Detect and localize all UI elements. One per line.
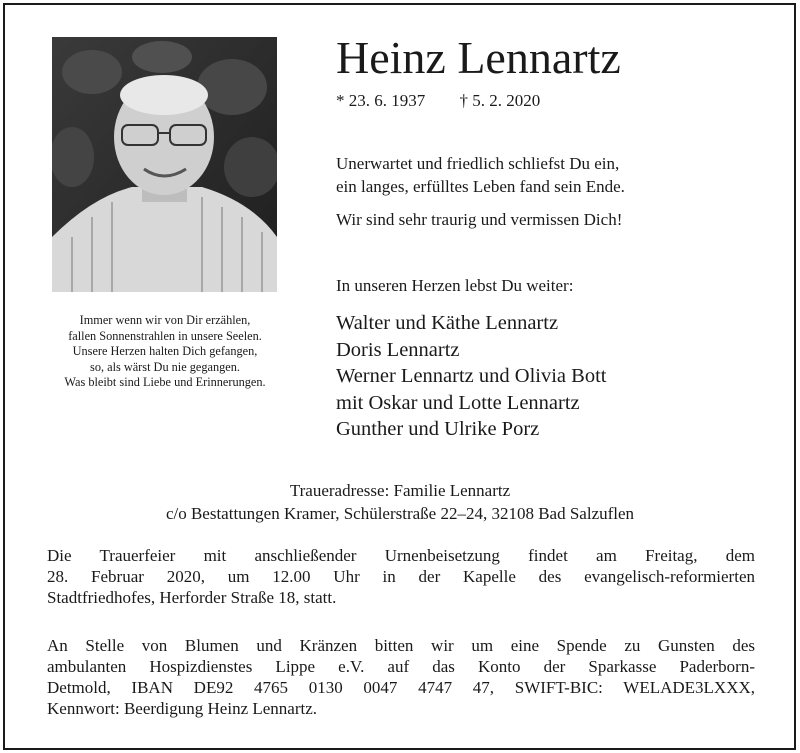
life-dates	[336, 90, 540, 112]
ceremony-line: Stadtfriedhofes, Herforder Straße 18, statt.	[47, 588, 337, 607]
poem-line: Unsere Herzen halten Dich gefangen,	[72, 344, 258, 358]
family-intro: In unseren Herzen lebst Du weiter:	[336, 276, 574, 295]
poem-line: so, als wärst Du nie gegangen.	[90, 359, 240, 374]
donation-paragraph	[47, 635, 755, 719]
ceremony-paragraph	[47, 545, 755, 608]
ceremony-line: 28. Februar 2020, um 12.00 Uhr in der Kapelle des evangelisch-reformierten	[47, 567, 755, 586]
family-member: Gunther und Ulrike Porz	[336, 418, 540, 440]
family-member: Werner Lennartz und Olivia Bott	[336, 365, 607, 387]
portrait-illustration	[52, 37, 277, 292]
verse-line: ein langes, erfülltes Leben fand sein Ende.	[336, 177, 625, 196]
poem-line: Immer wenn wir von Dir erzählen,	[79, 313, 251, 327]
donation-line: An Stelle von Blumen und Kränzen bitten wir um eine Spende zu Gunsten des	[47, 636, 755, 655]
verse-line: Wir sind sehr traurig und vermissen Dich!	[336, 210, 623, 229]
ceremony-line: Die Trauerfeier mit anschließender Urnenbeisetzung findet am Freitag, dem	[47, 546, 755, 565]
family-list	[336, 310, 606, 443]
poem-line: Was bleibt sind Liebe und Erinnerungen.	[64, 375, 266, 389]
mourning-address-line: Traueradresse: Familie Lennartz	[289, 481, 511, 500]
mourning-address-line: c/o Bestattungen Kramer, Schülerstraße 22–24, 32108 Bad Salzuflen	[165, 504, 635, 523]
verse-line: Unerwartet und friedlich schliefst Du ein,	[336, 154, 620, 173]
poem-line: fallen Sonnenstrahlen in unsere Seelen.	[68, 328, 262, 343]
death-date: † 5. 2. 2020	[459, 91, 541, 110]
birth-date: * 23. 6. 1937	[336, 91, 426, 110]
donation-line: Kennwort: Beerdigung Heinz Lennartz.	[47, 699, 318, 718]
family-member: Doris Lennartz	[336, 338, 460, 361]
memorial-poem	[40, 313, 290, 391]
donation-line: ambulanten Hospizdienstes Lippe e.V. auf das Konto der Sparkasse Paderborn-	[47, 657, 755, 676]
deceased-name: Heinz Lennartz	[336, 32, 621, 83]
donation-line: Detmold, IBAN DE92 4765 0130 0047 4747 47, SWIFT-BIC: WELADE3LXXX,	[47, 678, 755, 697]
family-member: Walter und Käthe Lennartz	[336, 312, 559, 334]
portrait-photo	[52, 37, 277, 292]
family-member: mit Oskar und Lotte Lennartz	[336, 391, 580, 414]
